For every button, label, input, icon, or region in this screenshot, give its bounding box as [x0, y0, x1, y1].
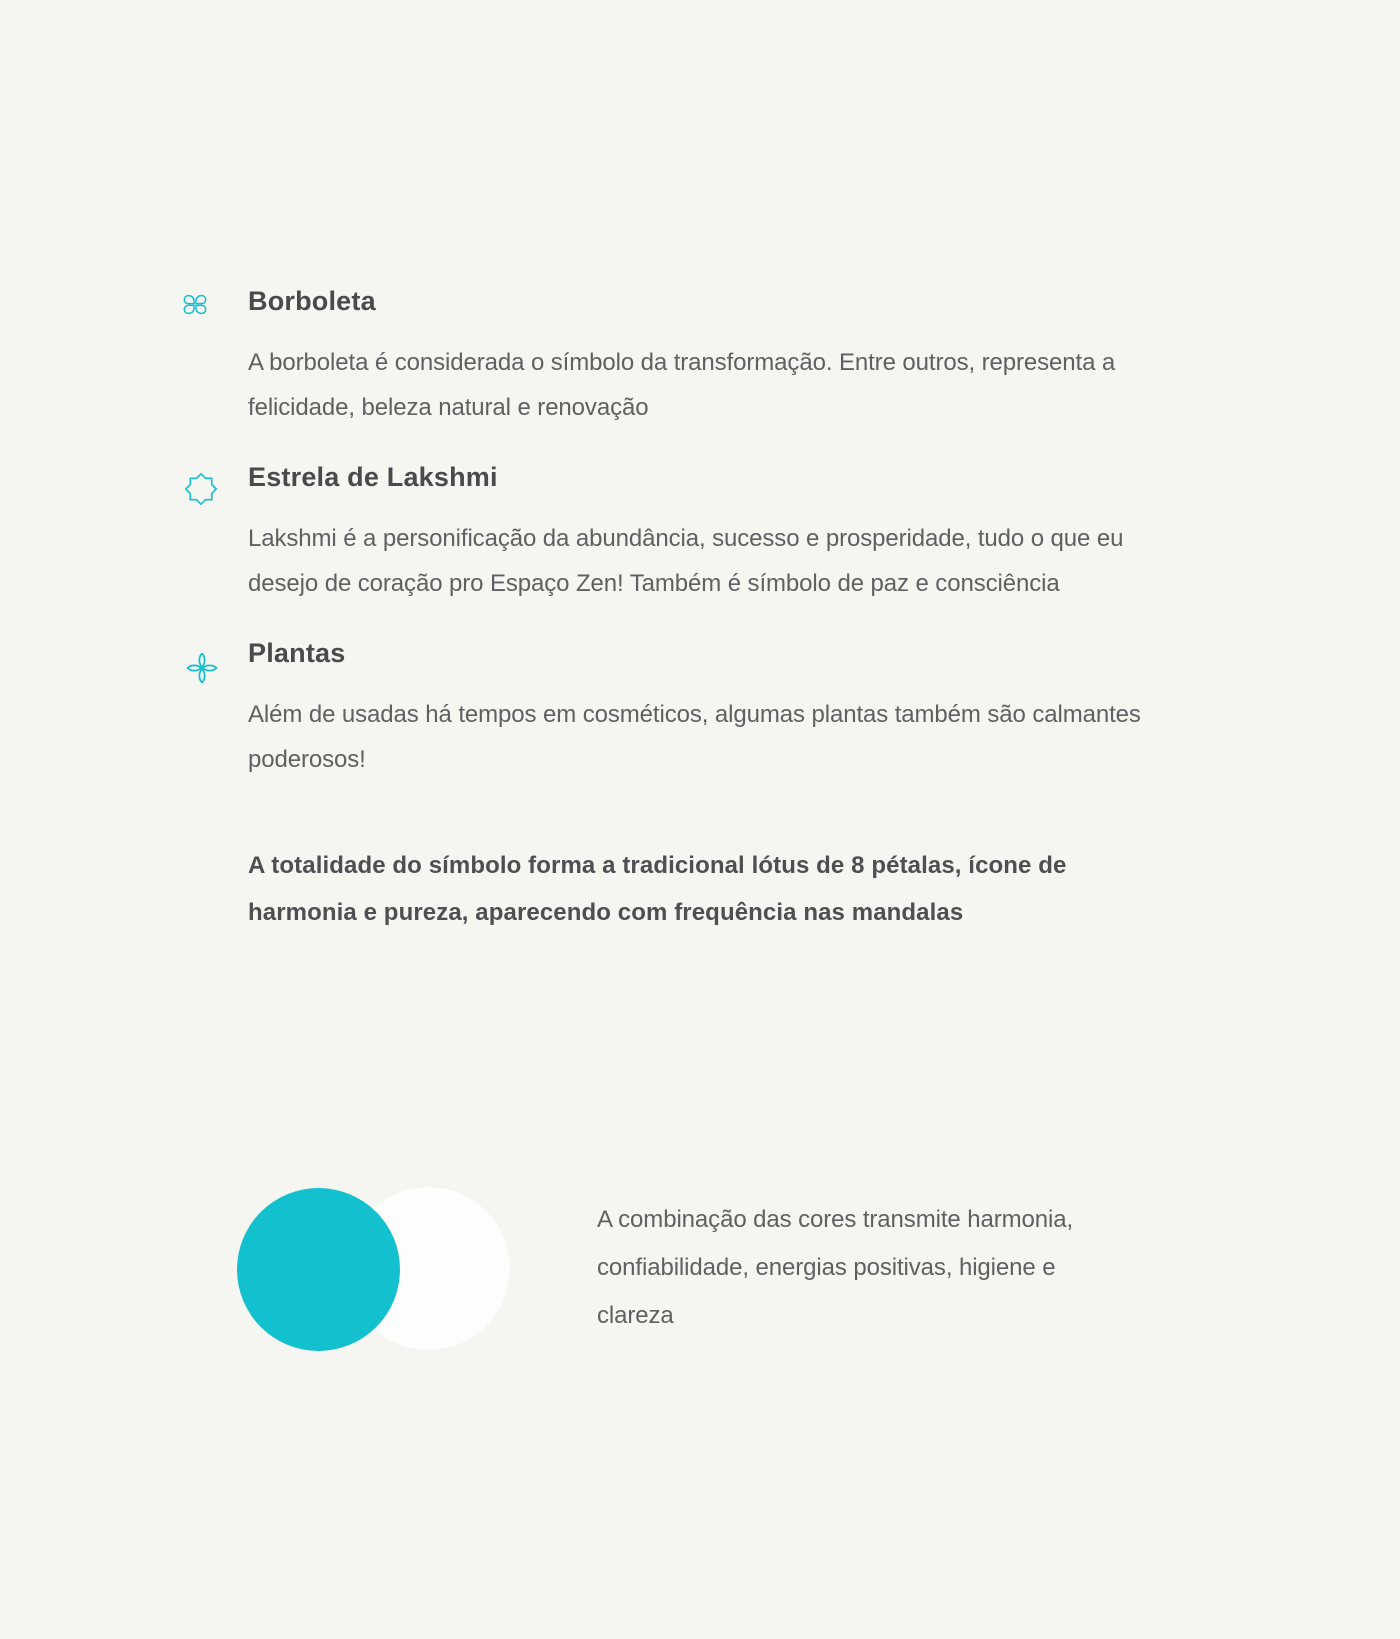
section-content: [248, 636, 1141, 782]
paragraph-line: felicidade, beleza natural e renovação: [248, 394, 649, 421]
section-paragraph: [248, 692, 1141, 782]
section-paragraph: [248, 516, 1123, 606]
primary-color-swatch: [237, 1188, 400, 1351]
palette-description-line: confiabilidade, energias positivas, higiene e: [597, 1254, 1056, 1281]
palette-description-line: clareza: [597, 1302, 674, 1329]
section-borboleta: [182, 284, 1115, 430]
section-content: [248, 284, 1115, 430]
section-title: Plantas: [248, 638, 346, 668]
icon-cell: [182, 636, 248, 688]
section-title: Estrela de Lakshmi: [248, 462, 498, 492]
paragraph-line: Além de usadas há tempos em cosméticos, algumas plantas também são calmantes: [248, 701, 1141, 728]
paragraph-line: A borboleta é considerada o símbolo da transformação. Entre outros, representa a: [248, 349, 1116, 376]
lakshmi-star-icon: [182, 470, 220, 508]
section-estrela-de-lakshmi: [182, 460, 1123, 606]
section-title: Borboleta: [248, 286, 376, 316]
paragraph-line: Lakshmi é a personificação da abundância, sucesso e prosperidade, tudo o que eu: [248, 525, 1124, 552]
four-petal-flower-icon: [182, 648, 222, 688]
icon-cell: [182, 284, 248, 316]
section-plantas: [182, 636, 1141, 782]
section-content: [248, 460, 1123, 606]
palette-description-line: A combinação das cores transmite harmonia,: [597, 1206, 1074, 1233]
summary-line: A totalidade do símbolo forma a tradicional lótus de 8 pétalas, ícone de: [248, 852, 1067, 879]
lotus-summary-paragraph: [248, 842, 1066, 936]
paragraph-line: poderosos!: [248, 746, 366, 773]
icon-cell: [182, 460, 248, 508]
butterfly-icon: [182, 293, 208, 316]
summary-line: harmonia e pureza, aparecendo com frequência nas mandalas: [248, 899, 964, 926]
palette-description: [597, 1196, 1073, 1340]
paragraph-line: desejo de coração pro Espaço Zen! Também é símbolo de paz e consciência: [248, 570, 1060, 597]
section-paragraph: [248, 340, 1115, 430]
